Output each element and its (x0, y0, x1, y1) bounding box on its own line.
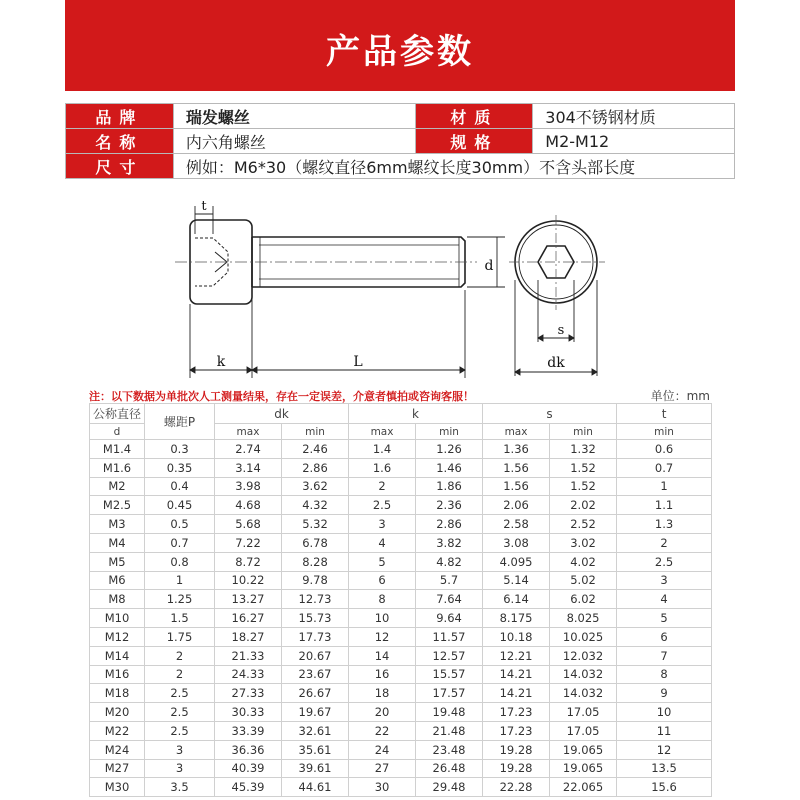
cell-k-min: 23.48 (416, 740, 483, 759)
cell-t-min: 2.5 (617, 552, 712, 571)
cell-t-min: 11 (617, 721, 712, 740)
cell-dk-min: 4.32 (282, 496, 349, 515)
cell-size: M27 (90, 759, 145, 778)
cell-k-min: 9.64 (416, 609, 483, 628)
cell-t-min: 15.6 (617, 778, 712, 797)
spec-value-material: 304不锈钢材质 (533, 104, 735, 129)
cell-pitch: 2.5 (145, 721, 215, 740)
cell-size: M14 (90, 646, 145, 665)
table-row (90, 646, 712, 665)
cell-dk-max: 8.72 (215, 552, 282, 571)
unit-label: 单位：mm (650, 389, 710, 403)
cell-k-max: 2 (349, 477, 416, 496)
dimensions-table (89, 403, 712, 797)
cell-t-min: 1 (617, 477, 712, 496)
cell-t-min: 1.3 (617, 515, 712, 534)
header-d-sub: d (90, 424, 145, 440)
cell-s-max: 22.28 (483, 778, 550, 797)
cell-s-min: 2.02 (550, 496, 617, 515)
table-row (90, 778, 712, 797)
cell-k-min: 11.57 (416, 627, 483, 646)
dim-label-L: L (353, 354, 363, 370)
spec-value-spec: M2-M12 (533, 129, 735, 154)
cell-s-min: 5.02 (550, 571, 617, 590)
cell-s-min: 19.065 (550, 740, 617, 759)
cell-k-min: 3.82 (416, 533, 483, 552)
cell-s-max: 14.21 (483, 684, 550, 703)
dim-label-d: d (484, 258, 494, 274)
cell-t-min: 3 (617, 571, 712, 590)
cell-dk-max: 40.39 (215, 759, 282, 778)
cell-s-min: 1.52 (550, 477, 617, 496)
cell-k-min: 19.48 (416, 703, 483, 722)
cell-dk-min: 19.67 (282, 703, 349, 722)
cell-size: M18 (90, 684, 145, 703)
cell-dk-max: 33.39 (215, 721, 282, 740)
cell-dk-max: 16.27 (215, 609, 282, 628)
cell-k-max: 18 (349, 684, 416, 703)
cell-dk-min: 23.67 (282, 665, 349, 684)
header-dk-max: max (215, 424, 282, 440)
page-title: 产品参数 (326, 32, 474, 72)
cell-k-max: 6 (349, 571, 416, 590)
cell-size: M2.5 (90, 496, 145, 515)
cell-k-max: 14 (349, 646, 416, 665)
table-row (90, 458, 712, 477)
spec-label-spec: 规格 (416, 129, 533, 154)
cell-pitch: 0.8 (145, 552, 215, 571)
cell-k-min: 5.7 (416, 571, 483, 590)
spec-label-name: 名称 (66, 129, 174, 154)
table-header-row (90, 404, 712, 424)
cell-pitch: 0.4 (145, 477, 215, 496)
cell-k-max: 20 (349, 703, 416, 722)
cell-dk-max: 30.33 (215, 703, 282, 722)
cell-s-max: 19.28 (483, 740, 550, 759)
cell-pitch: 2.5 (145, 703, 215, 722)
cell-k-min: 15.57 (416, 665, 483, 684)
cell-dk-min: 6.78 (282, 533, 349, 552)
cell-size: M24 (90, 740, 145, 759)
cell-dk-max: 7.22 (215, 533, 282, 552)
header-s-min: min (550, 424, 617, 440)
cell-size: M20 (90, 703, 145, 722)
cell-k-min: 29.48 (416, 778, 483, 797)
header-t-min: min (617, 424, 712, 440)
table-row (90, 477, 712, 496)
cell-k-min: 21.48 (416, 721, 483, 740)
cell-pitch: 2.5 (145, 684, 215, 703)
cell-size: M5 (90, 552, 145, 571)
cell-dk-min: 26.67 (282, 684, 349, 703)
header-k-max: max (349, 424, 416, 440)
cell-pitch: 0.7 (145, 533, 215, 552)
cell-s-min: 17.05 (550, 721, 617, 740)
cell-pitch: 0.5 (145, 515, 215, 534)
spec-label-material: 材质 (416, 104, 533, 129)
cell-dk-min: 12.73 (282, 590, 349, 609)
title-banner (65, 0, 735, 91)
cell-dk-min: 2.46 (282, 440, 349, 459)
cell-s-min: 19.065 (550, 759, 617, 778)
spec-row (66, 154, 735, 179)
cell-s-max: 12.21 (483, 646, 550, 665)
table-row (90, 721, 712, 740)
cell-size: M22 (90, 721, 145, 740)
cell-t-min: 9 (617, 684, 712, 703)
cell-s-max: 5.14 (483, 571, 550, 590)
cell-dk-max: 10.22 (215, 571, 282, 590)
table-row (90, 703, 712, 722)
cell-s-max: 2.58 (483, 515, 550, 534)
cell-t-min: 5 (617, 609, 712, 628)
cell-k-max: 30 (349, 778, 416, 797)
cell-k-max: 22 (349, 721, 416, 740)
cell-s-min: 12.032 (550, 646, 617, 665)
table-row (90, 515, 712, 534)
cell-pitch: 0.3 (145, 440, 215, 459)
cell-s-min: 10.025 (550, 627, 617, 646)
dim-label-k: k (216, 354, 226, 370)
cell-dk-min: 15.73 (282, 609, 349, 628)
dim-label-t: t (201, 199, 207, 214)
cell-dk-min: 5.32 (282, 515, 349, 534)
cell-dk-max: 24.33 (215, 665, 282, 684)
cell-s-min: 4.02 (550, 552, 617, 571)
measurement-note: 注：以下数据为单批次人工测量结果，存在一定误差，介意者慎拍或咨询客服！ (89, 390, 474, 403)
cell-pitch: 1.25 (145, 590, 215, 609)
cell-size: M1.6 (90, 458, 145, 477)
cell-dk-min: 8.28 (282, 552, 349, 571)
spec-row (66, 104, 735, 129)
cell-t-min: 6 (617, 627, 712, 646)
cell-pitch: 0.45 (145, 496, 215, 515)
table-row (90, 740, 712, 759)
cell-pitch: 2 (145, 665, 215, 684)
cell-t-min: 1.1 (617, 496, 712, 515)
cell-dk-max: 18.27 (215, 627, 282, 646)
cell-s-min: 2.52 (550, 515, 617, 534)
cell-size: M8 (90, 590, 145, 609)
header-t: t (617, 404, 712, 424)
dim-label-s: s (557, 323, 565, 338)
cell-t-min: 0.7 (617, 458, 712, 477)
cell-s-max: 1.56 (483, 477, 550, 496)
cell-dk-min: 2.86 (282, 458, 349, 477)
cell-dk-max: 4.68 (215, 496, 282, 515)
table-row (90, 759, 712, 778)
cell-k-max: 4 (349, 533, 416, 552)
cell-k-min: 1.86 (416, 477, 483, 496)
cell-k-min: 1.46 (416, 458, 483, 477)
cell-k-min: 1.26 (416, 440, 483, 459)
cell-k-min: 2.86 (416, 515, 483, 534)
cell-t-min: 4 (617, 590, 712, 609)
cell-s-min: 1.52 (550, 458, 617, 477)
dim-label-dk: dk (547, 355, 565, 371)
cell-k-max: 24 (349, 740, 416, 759)
header-s-max: max (483, 424, 550, 440)
cell-size: M6 (90, 571, 145, 590)
cell-k-max: 1.4 (349, 440, 416, 459)
cell-size: M4 (90, 533, 145, 552)
cell-k-max: 27 (349, 759, 416, 778)
cell-s-max: 2.06 (483, 496, 550, 515)
cell-pitch: 1.75 (145, 627, 215, 646)
cell-s-max: 19.28 (483, 759, 550, 778)
cell-s-max: 3.08 (483, 533, 550, 552)
cell-k-max: 5 (349, 552, 416, 571)
header-dk-min: min (282, 424, 349, 440)
cell-k-max: 8 (349, 590, 416, 609)
cell-dk-max: 5.68 (215, 515, 282, 534)
cell-dk-min: 39.61 (282, 759, 349, 778)
cell-pitch: 2 (145, 646, 215, 665)
cell-dk-min: 20.67 (282, 646, 349, 665)
header-k-min: min (416, 424, 483, 440)
cell-dk-min: 32.61 (282, 721, 349, 740)
table-body (90, 440, 712, 797)
table-row (90, 571, 712, 590)
cell-s-min: 3.02 (550, 533, 617, 552)
cell-pitch: 3 (145, 759, 215, 778)
cell-pitch: 0.35 (145, 458, 215, 477)
cell-s-max: 4.095 (483, 552, 550, 571)
table-row (90, 627, 712, 646)
cell-size: M16 (90, 665, 145, 684)
cell-s-max: 1.36 (483, 440, 550, 459)
cell-k-max: 2.5 (349, 496, 416, 515)
cell-size: M2 (90, 477, 145, 496)
cell-t-min: 13.5 (617, 759, 712, 778)
cell-pitch: 3.5 (145, 778, 215, 797)
cell-k-max: 1.6 (349, 458, 416, 477)
cell-pitch: 3 (145, 740, 215, 759)
cell-s-min: 14.032 (550, 684, 617, 703)
header-s: s (483, 404, 617, 424)
cell-size: M30 (90, 778, 145, 797)
cell-dk-max: 3.98 (215, 477, 282, 496)
table-row (90, 440, 712, 459)
header-pitch: 螺距P (145, 404, 215, 440)
cell-dk-max: 3.14 (215, 458, 282, 477)
cell-t-min: 10 (617, 703, 712, 722)
table-row (90, 684, 712, 703)
cell-k-min: 7.64 (416, 590, 483, 609)
cell-t-min: 12 (617, 740, 712, 759)
cell-pitch: 1 (145, 571, 215, 590)
table-row (90, 609, 712, 628)
cell-t-min: 7 (617, 646, 712, 665)
cell-dk-min: 44.61 (282, 778, 349, 797)
cell-s-min: 17.05 (550, 703, 617, 722)
cell-s-max: 8.175 (483, 609, 550, 628)
cell-k-min: 17.57 (416, 684, 483, 703)
cell-k-max: 16 (349, 665, 416, 684)
cell-dk-max: 45.39 (215, 778, 282, 797)
cell-s-max: 17.23 (483, 721, 550, 740)
cell-s-min: 8.025 (550, 609, 617, 628)
header-dk: dk (215, 404, 349, 424)
cell-size: M1.4 (90, 440, 145, 459)
cell-size: M12 (90, 627, 145, 646)
cell-s-max: 6.14 (483, 590, 550, 609)
cell-t-min: 0.6 (617, 440, 712, 459)
cell-k-min: 26.48 (416, 759, 483, 778)
spec-label-size: 尺寸 (66, 154, 174, 179)
cell-pitch: 1.5 (145, 609, 215, 628)
cell-size: M3 (90, 515, 145, 534)
cell-t-min: 8 (617, 665, 712, 684)
cell-s-max: 1.56 (483, 458, 550, 477)
spec-table (65, 103, 735, 179)
spec-label-brand: 品牌 (66, 104, 174, 129)
cell-dk-max: 2.74 (215, 440, 282, 459)
cell-k-min: 2.36 (416, 496, 483, 515)
cell-s-min: 22.065 (550, 778, 617, 797)
header-k: k (349, 404, 483, 424)
spec-row (66, 129, 735, 154)
cell-k-max: 3 (349, 515, 416, 534)
header-d: 公称直径 (90, 404, 145, 424)
cell-k-min: 12.57 (416, 646, 483, 665)
cell-dk-max: 27.33 (215, 684, 282, 703)
spec-value-size: 例如：M6*30（螺纹直径6mm螺纹长度30mm）不含头部长度 (173, 154, 734, 179)
cell-k-max: 12 (349, 627, 416, 646)
table-row (90, 665, 712, 684)
cell-t-min: 2 (617, 533, 712, 552)
cell-dk-min: 3.62 (282, 477, 349, 496)
cell-dk-min: 17.73 (282, 627, 349, 646)
cell-s-min: 14.032 (550, 665, 617, 684)
cell-s-min: 6.02 (550, 590, 617, 609)
cell-dk-max: 36.36 (215, 740, 282, 759)
cell-s-max: 14.21 (483, 665, 550, 684)
cell-s-max: 17.23 (483, 703, 550, 722)
cell-dk-min: 35.61 (282, 740, 349, 759)
cell-k-min: 4.82 (416, 552, 483, 571)
cell-s-max: 10.18 (483, 627, 550, 646)
table-row (90, 533, 712, 552)
spec-value-name: 内六角螺丝 (173, 129, 416, 154)
table-row (90, 590, 712, 609)
cell-dk-max: 13.27 (215, 590, 282, 609)
table-row (90, 496, 712, 515)
cell-size: M10 (90, 609, 145, 628)
table-row (90, 552, 712, 571)
cell-dk-min: 9.78 (282, 571, 349, 590)
cell-s-min: 1.32 (550, 440, 617, 459)
cell-k-max: 10 (349, 609, 416, 628)
screw-diagram (65, 190, 735, 388)
cell-dk-max: 21.33 (215, 646, 282, 665)
spec-value-brand: 瑞发螺丝 (173, 104, 416, 129)
